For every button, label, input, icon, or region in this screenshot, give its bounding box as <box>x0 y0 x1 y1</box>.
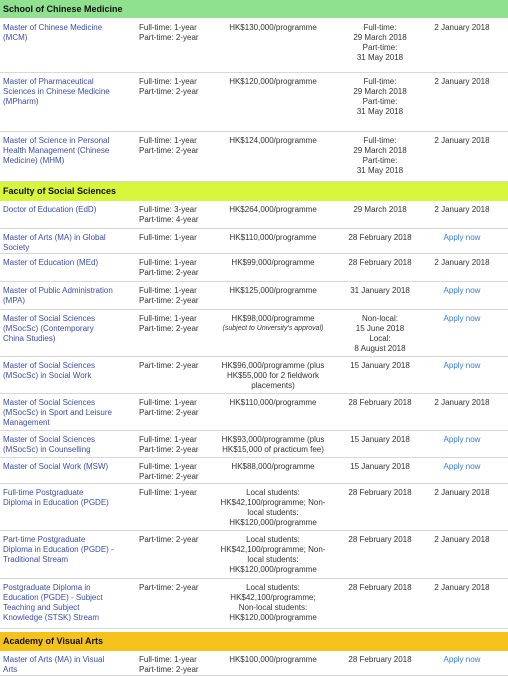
programme-name-link[interactable] <box>3 136 123 166</box>
study-mode <box>139 488 219 498</box>
application-deadline-line: Part-time: <box>362 43 398 52</box>
programme-name-link-line: Master of Science in Personal <box>3 136 110 145</box>
application-deadline-line: 31 May 2018 <box>356 166 404 175</box>
application-deadline-line: 28 February 2018 <box>348 488 412 497</box>
study-mode <box>139 233 219 243</box>
programme-name-link-line: Society <box>3 243 30 252</box>
programme-name-link-line: Doctor of Education (EdD) <box>3 205 97 214</box>
study-mode-line: Part-time: 2-year <box>139 445 199 454</box>
application-deadline <box>335 583 425 593</box>
application-deadline <box>335 462 425 472</box>
application-deadline-line: 28 February 2018 <box>348 583 412 592</box>
tuition-fee-line: HK$110,000/programme <box>229 233 317 242</box>
application-deadline-line: 29 March 2018 <box>353 205 407 214</box>
study-mode-line: Part-time: 2-year <box>139 33 199 42</box>
programme-name-link-line: Management <box>3 418 50 427</box>
tuition-fee-line: HK$99,000/programme <box>231 258 315 267</box>
commencement-date: 2 January 2018 <box>434 398 490 407</box>
study-mode <box>139 435 219 455</box>
section-header: Academy of Visual Arts <box>0 632 508 651</box>
programme-name-link[interactable] <box>3 361 123 381</box>
programme-name-link-line: (MSocSc) in Social Work <box>3 371 92 380</box>
programme-name-link-line: Master of Social Work (MSW) <box>3 462 109 471</box>
study-mode <box>139 462 219 482</box>
tuition-fee-line: Non-local students: <box>238 603 308 612</box>
application-deadline-line: 29 March 2018 <box>353 33 407 42</box>
tuition-fee-line: HK$42,100/programme; Non- <box>220 545 326 554</box>
tuition-fee-line: HK$124,000/programme <box>229 136 317 145</box>
commencement-date: 2 January 2018 <box>434 488 490 497</box>
study-mode <box>139 655 219 675</box>
tuition-fee <box>218 435 328 455</box>
programme-name-link-line: (MPA) <box>3 296 26 305</box>
tuition-fee-line: Local students: <box>246 535 300 544</box>
study-mode-line: Full-time: 1-year <box>139 286 197 295</box>
application-deadline <box>335 488 425 498</box>
programme-name-link-line: Diploma in Education (PGDE) - <box>3 545 114 554</box>
programme-name-link-line: (MSocSc) (Contemporary <box>3 324 94 333</box>
application-deadline <box>335 361 425 371</box>
programme-name-link-line: Master of Social Sciences <box>3 435 96 444</box>
application-deadline-line: 31 May 2018 <box>356 53 404 62</box>
programme-name-link-line: Master of Pharmaceutical <box>3 77 94 86</box>
application-deadline <box>335 23 425 63</box>
application-deadline <box>335 136 425 176</box>
study-mode <box>139 286 219 306</box>
programme-name-link[interactable] <box>3 655 123 675</box>
programme-name-link-line: Postgraduate Diploma in <box>3 583 91 592</box>
programme-name-link[interactable] <box>3 583 123 623</box>
application-deadline-line: 28 February 2018 <box>348 655 412 664</box>
study-mode-line: Part-time: 2-year <box>139 408 199 417</box>
study-mode-line: Part-time: 2-year <box>139 583 199 592</box>
application-deadline-line: Full-time: <box>363 77 397 86</box>
commencement-date: 2 January 2018 <box>434 535 490 544</box>
application-deadline <box>335 258 425 268</box>
programme-name-link-line: (MCM) <box>3 33 28 42</box>
study-mode-line: Part-time: 4-year <box>139 215 199 224</box>
tuition-fee <box>218 233 328 243</box>
tuition-fee <box>218 77 328 87</box>
programme-name-link-line: Sciences in Chinese Medicine <box>3 87 110 96</box>
table-row <box>0 132 508 182</box>
application-deadline-line: Full-time: <box>363 23 397 32</box>
study-mode-line: Part-time: 2-year <box>139 268 199 277</box>
programme-name-link[interactable] <box>3 286 123 306</box>
programme-name-link-line: Teaching and Subject <box>3 603 80 612</box>
application-deadline-line: Local: <box>369 334 391 343</box>
study-mode-line: Full-time: 1-year <box>139 488 197 497</box>
application-deadline-line: Non-local: <box>361 314 398 323</box>
tuition-fee-line: HK$264,000/programme <box>229 205 317 214</box>
study-mode-line: Part-time: 2-year <box>139 87 199 96</box>
study-mode-line: Full-time: 1-year <box>139 136 197 145</box>
application-deadline-line: 28 February 2018 <box>348 398 412 407</box>
programme-name-link-line: Master of Arts (MA) in Global <box>3 233 106 242</box>
tuition-fee <box>218 361 328 391</box>
study-mode-line: Full-time: 1-year <box>139 398 197 407</box>
apply-now-link[interactable]: Apply now <box>443 314 481 323</box>
programme-name-link-line: China Studies) <box>3 334 56 343</box>
table-row <box>0 431 508 458</box>
apply-now-link[interactable]: Apply now <box>443 462 481 471</box>
programme-name-link-line: Health Management (Chinese <box>3 146 110 155</box>
programme-name-link[interactable] <box>3 488 123 508</box>
fee-note: (subject to University's approval) <box>222 325 324 332</box>
application-deadline-line: 15 January 2018 <box>350 435 410 444</box>
study-mode-line: Full-time: 1-year <box>139 77 197 86</box>
programme-name-link-line: Master of Education (MEd) <box>3 258 99 267</box>
study-mode-line: Full-time: 1-year <box>139 258 197 267</box>
application-deadline-line: Part-time: <box>362 97 398 106</box>
tuition-fee <box>218 258 328 268</box>
programme-name-link-line: Master of Social Sciences <box>3 361 96 370</box>
programme-name-link[interactable] <box>3 435 123 455</box>
programme-name-link[interactable] <box>3 314 123 344</box>
programme-name-link[interactable] <box>3 23 123 43</box>
table-row <box>0 651 508 676</box>
study-mode <box>139 535 219 545</box>
study-mode-line: Part-time: 2-year <box>139 665 199 674</box>
tuition-fee-line: HK$93,000/programme (plus <box>221 435 325 444</box>
study-mode <box>139 23 219 43</box>
application-deadline-line: 15 January 2018 <box>350 462 410 471</box>
table-row <box>0 229 508 254</box>
apply-now-link[interactable]: Apply now <box>443 286 481 295</box>
application-deadline <box>335 314 425 354</box>
tuition-fee-line: HK$110,000/programme <box>229 398 317 407</box>
application-deadline <box>335 77 425 117</box>
tuition-fee-line: HK$98,000/programme <box>231 314 315 323</box>
programme-name-link-line: Master of Arts (MA) in Visual <box>3 655 105 664</box>
tuition-fee-line: HK$42,100/programme; Non- <box>220 498 326 507</box>
application-deadline-line: 31 January 2018 <box>350 286 410 295</box>
apply-now-link[interactable]: Apply now <box>443 435 481 444</box>
application-deadline <box>335 398 425 408</box>
tuition-fee <box>218 488 328 528</box>
application-deadline <box>335 286 425 296</box>
study-mode-line: Part-time: 2-year <box>139 472 199 481</box>
application-deadline <box>335 435 425 445</box>
study-mode <box>139 77 219 97</box>
application-deadline-line: 15 January 2018 <box>350 361 410 370</box>
tuition-fee <box>218 462 328 472</box>
programme-name-link[interactable] <box>3 535 123 565</box>
application-deadline <box>335 233 425 243</box>
programme-name-link-line: Part-time Postgraduate <box>3 535 86 544</box>
programme-name-link-line: Knowledge (STSK) Stream <box>3 613 100 622</box>
study-mode <box>139 361 219 371</box>
programme-name-link-line: Arts <box>3 665 18 674</box>
study-mode-line: Full-time: 1-year <box>139 655 197 664</box>
section-header: Faculty of Social Sciences <box>0 182 508 201</box>
programme-name-link-line: Master of Public Administration <box>3 286 113 295</box>
tuition-fee <box>218 205 328 215</box>
study-mode <box>139 136 219 156</box>
study-mode <box>139 314 219 334</box>
application-deadline-line: Full-time: <box>363 136 397 145</box>
application-deadline-line: 31 May 2018 <box>356 107 404 116</box>
tuition-fee-line: HK$120,000/programme <box>229 613 317 622</box>
application-deadline-line: 29 March 2018 <box>353 146 407 155</box>
table-row <box>0 19 508 73</box>
study-mode-line: Full-time: 1-year <box>139 435 197 444</box>
application-deadline <box>335 655 425 665</box>
application-deadline-line: Part-time: <box>362 156 398 165</box>
apply-now-link[interactable]: Apply now <box>443 361 481 370</box>
study-mode <box>139 583 219 593</box>
application-deadline-line: 8 August 2018 <box>354 344 406 353</box>
application-deadline <box>335 205 425 215</box>
application-deadline-line: 28 February 2018 <box>348 258 412 267</box>
programme-name-link-line: Diploma in Education (PGDE) <box>3 498 109 507</box>
study-mode-line: Part-time: 2-year <box>139 324 199 333</box>
programme-name-link[interactable] <box>3 462 123 472</box>
study-mode <box>139 205 219 225</box>
tuition-fee-line: placements) <box>251 381 295 390</box>
tuition-fee <box>218 136 328 146</box>
programme-name-link[interactable] <box>3 205 123 215</box>
tuition-fee <box>218 23 328 33</box>
tuition-fee <box>218 535 328 575</box>
study-mode-line: Part-time: 2-year <box>139 535 199 544</box>
table-row <box>0 458 508 484</box>
study-mode-line: Part-time: 2-year <box>139 296 199 305</box>
study-mode-line: Part-time: 2-year <box>139 361 199 370</box>
study-mode-line: Full-time: 1-year <box>139 314 197 323</box>
study-mode-line: Full-time: 1-year <box>139 23 197 32</box>
tuition-fee-line: HK$130,000/programme <box>229 23 317 32</box>
study-mode-line: Full-time: 3-year <box>139 205 197 214</box>
tuition-fee-line: HK$55,000 for 2 fieldwork <box>226 371 320 380</box>
table-row <box>0 310 508 357</box>
study-mode <box>139 258 219 278</box>
programme-name-link-line: Master of Social Sciences <box>3 314 96 323</box>
tuition-fee-line: Local students: <box>246 488 300 497</box>
table-row <box>0 531 508 579</box>
tuition-fee-line: HK$120,000/programme <box>229 518 317 527</box>
programme-name-link-line: Medicine) (MHM) <box>3 156 65 165</box>
tuition-fee-line: HK$120,000/programme <box>229 565 317 574</box>
programme-name-link[interactable] <box>3 258 123 268</box>
programme-name-link-line: Full-time Postgraduate <box>3 488 84 497</box>
commencement-date: 2 January 2018 <box>434 136 490 145</box>
table-row <box>0 484 508 531</box>
tuition-fee-line: local students: <box>247 555 299 564</box>
application-deadline-line: 28 February 2018 <box>348 233 412 242</box>
programme-name-link-line: Education (PGDE) - Subject <box>3 593 103 602</box>
programme-name-link[interactable] <box>3 398 123 428</box>
application-deadline <box>335 535 425 545</box>
study-mode <box>139 398 219 418</box>
tuition-fee-line: HK$96,000/programme (plus <box>221 361 325 370</box>
programme-name-link-line: (MSocSc) in Counselling <box>3 445 91 454</box>
table-row <box>0 254 508 282</box>
tuition-fee <box>218 314 328 334</box>
programme-name-link-line: Master of Social Sciences <box>3 398 96 407</box>
tuition-fee <box>218 655 328 665</box>
apply-now-link[interactable]: Apply now <box>443 233 481 242</box>
tuition-fee-line: Local students: <box>246 583 300 592</box>
study-mode-line: Full-time: 1-year <box>139 233 197 242</box>
tuition-fee-line: HK$42,100/programme; <box>230 593 316 602</box>
tuition-fee-line: HK$125,000/programme <box>229 286 317 295</box>
commencement-date: 2 January 2018 <box>434 258 490 267</box>
table-row <box>0 73 508 132</box>
programme-name-link-line: Traditional Stream <box>3 555 69 564</box>
application-deadline-line: 29 March 2018 <box>353 87 407 96</box>
section-header: School of Chinese Medicine <box>0 0 508 18</box>
programme-name-link-line: (MSocSc) in Sport and Leisure <box>3 408 112 417</box>
tuition-fee-line: local students: <box>247 508 299 517</box>
study-mode-line: Full-time: 1-year <box>139 462 197 471</box>
programme-name-link-line: (MPharm) <box>3 97 39 106</box>
programme-name-link[interactable] <box>3 233 123 253</box>
tuition-fee-line: HK$88,000/programme <box>231 462 315 471</box>
application-deadline-line: 28 February 2018 <box>348 535 412 544</box>
table-row <box>0 201 508 229</box>
study-mode-line: Part-time: 2-year <box>139 146 199 155</box>
table-row <box>0 282 508 310</box>
table-row <box>0 357 508 394</box>
commencement-date: 2 January 2018 <box>434 23 490 32</box>
programme-name-link[interactable] <box>3 77 123 107</box>
tuition-fee-line: HK$120,000/programme <box>229 77 317 86</box>
commencement-date: 2 January 2018 <box>434 205 490 214</box>
table-row <box>0 394 508 431</box>
programme-name-link-line: Master of Chinese Medicine <box>3 23 103 32</box>
application-deadline-line: 15 June 2018 <box>355 324 405 333</box>
commencement-date: 2 January 2018 <box>434 77 490 86</box>
tuition-fee-line: HK$15,000 of practicum fee) <box>222 445 324 454</box>
apply-now-link[interactable]: Apply now <box>443 655 481 664</box>
tuition-fee <box>218 286 328 296</box>
table-row <box>0 579 508 629</box>
commencement-date: 2 January 2018 <box>434 583 490 592</box>
tuition-fee-line: HK$100,000/programme <box>229 655 317 664</box>
tuition-fee <box>218 398 328 408</box>
tuition-fee <box>218 583 328 623</box>
